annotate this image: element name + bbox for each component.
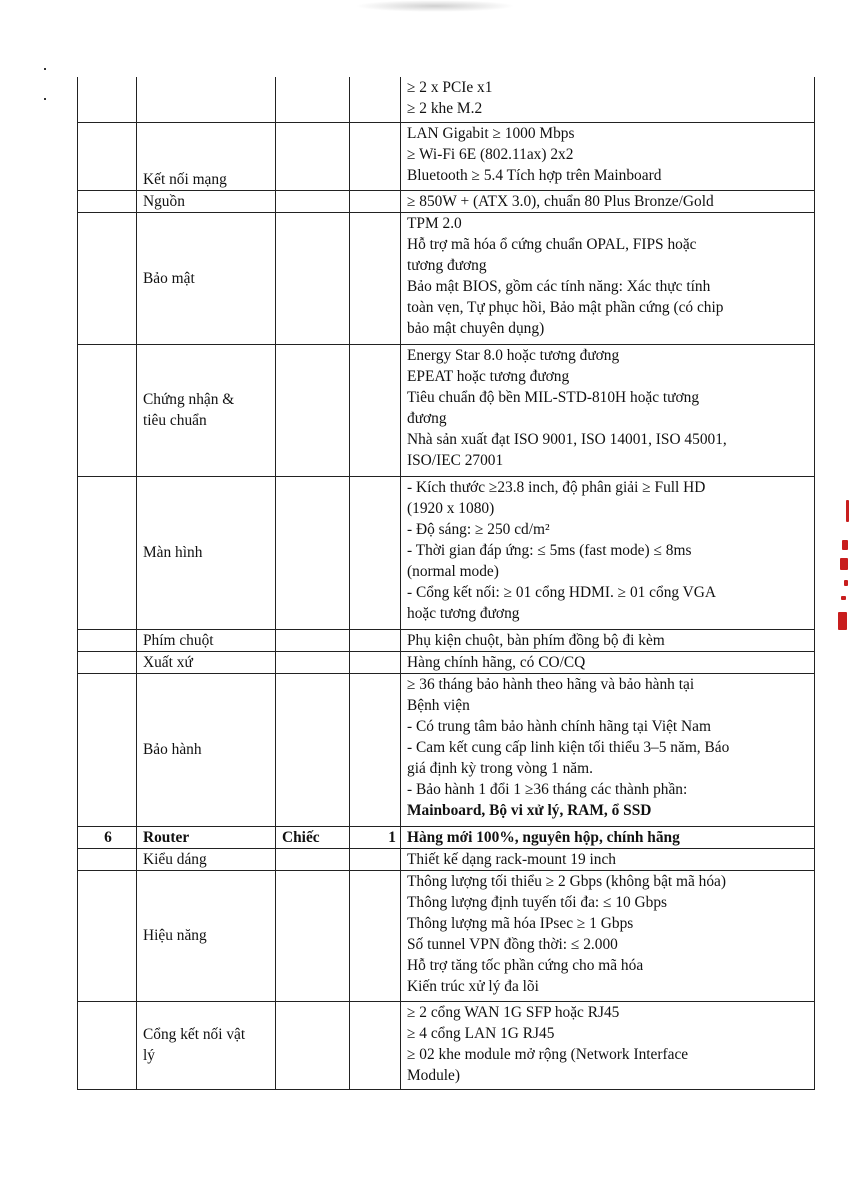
table-row (78, 848, 815, 870)
spec-line: bảo mật chuyên dụng) (407, 319, 545, 337)
spec-line: hoặc tương đương (407, 604, 520, 622)
spec-line: LAN Gigabit ≥ 1000 Mbps (407, 124, 575, 142)
spec-line: Thông lượng mã hóa IPsec ≥ 1 Gbps (407, 914, 634, 932)
table-row (78, 190, 815, 212)
spec-line: - Độ sáng: ≥ 250 cd/m² (407, 520, 550, 538)
row-label: Kiểu dáng (137, 848, 276, 870)
spec-line: Phụ kiện chuột, bàn phím đồng bộ đi kèm (407, 631, 665, 649)
spec-line: - Cổng kết nối: ≥ 01 cổng HDMI. ≥ 01 cổng VGA (407, 583, 717, 601)
spec-line: ≥ 850W + (ATX 3.0), chuẩn 80 Plus Bronze/Gold (407, 192, 714, 210)
table-row-item (78, 826, 815, 848)
spec-line: Thông lượng định tuyến tối đa: ≤ 10 Gbps (407, 893, 668, 911)
row-label (137, 344, 276, 476)
spec-line: toàn vẹn, Tự phục hồi, Bảo mật phần cứng (có chip (407, 298, 724, 316)
spec-line: Bảo mật BIOS, gồm các tính năng: Xác thực tính (407, 277, 711, 295)
spec-cell (401, 212, 815, 344)
spec-cell (401, 122, 815, 190)
spec-line: ≥ 36 tháng bảo hành theo hãng và bảo hành tại (407, 675, 695, 693)
spec-line: giá định kỳ trong vòng 1 năm. (407, 759, 593, 777)
row-label: Bảo mật (137, 212, 276, 344)
spec-line: ≥ 2 cổng WAN 1G SFP hoặc RJ45 (407, 1003, 620, 1021)
spec-line: - Kích thước ≥23.8 inch, độ phân giải ≥ Full HD (407, 478, 706, 496)
spec-line: - Cam kết cung cấp linh kiện tối thiểu 3–5 năm, Báo (407, 738, 730, 756)
spec-cell (401, 673, 815, 826)
row-label: Xuất xứ (137, 651, 276, 673)
spec-cell (401, 870, 815, 1001)
row-label: Bảo hành (137, 673, 276, 826)
spec-line: Thiết kế dạng rack-mount 19 inch (407, 850, 616, 868)
table-row (78, 673, 815, 826)
row-label: Nguồn (137, 190, 276, 212)
spec-line: Bệnh viện (407, 696, 470, 714)
spec-line: Hỗ trợ mã hóa ổ cứng chuẩn OPAL, FIPS hoặc (407, 235, 697, 253)
row-label-line: Chứng nhận & (143, 391, 235, 408)
row-label-line: tiêu chuẩn (143, 412, 207, 429)
row-label: Phím chuột (137, 629, 276, 651)
table-row (78, 476, 815, 629)
table-row (78, 870, 815, 1001)
table-row (78, 651, 815, 673)
spec-cell (401, 826, 815, 848)
item-number: 6 (78, 826, 137, 848)
row-label-line: Cổng kết nối vật (143, 1026, 246, 1043)
table-row (78, 629, 815, 651)
spec-line: (1920 x 1080) (407, 499, 495, 517)
table-row (78, 1001, 815, 1089)
spec-cell (401, 848, 815, 870)
spec-cell (401, 77, 815, 122)
spec-line: tương đương (407, 256, 487, 274)
row-label: Kết nối mạng (137, 122, 276, 190)
scan-artifact (355, 0, 515, 12)
spec-line: - Có trung tâm bảo hành chính hãng tại Việt Nam (407, 717, 711, 735)
spec-line: đương (407, 409, 447, 427)
table-row (78, 77, 815, 122)
spec-table (77, 77, 815, 1090)
spec-line: Energy Star 8.0 hoặc tương đương (407, 346, 620, 364)
row-label (137, 1001, 276, 1089)
item-name: Router (137, 826, 276, 848)
table-row (78, 344, 815, 476)
spec-line: Hỗ trợ tăng tốc phần cứng cho mã hóa (407, 956, 644, 974)
spec-line: Module) (407, 1066, 461, 1084)
spec-line: Hàng chính hãng, có CO/CQ (407, 653, 586, 671)
spec-line: ≥ 2 x PCIe x1 (407, 79, 493, 96)
row-label: Màn hình (137, 476, 276, 629)
spec-line: ≥ Wi-Fi 6E (802.11ax) 2x2 (407, 145, 574, 163)
scan-dot (44, 98, 46, 100)
spec-cell (401, 651, 815, 673)
spec-cell (401, 190, 815, 212)
spec-line: Kiến trúc xử lý đa lõi (407, 977, 539, 995)
row-label: Hiệu năng (137, 870, 276, 1001)
spec-line: ISO/IEC 27001 (407, 451, 504, 469)
item-unit: Chiếc (276, 826, 350, 848)
spec-line-bold: Hàng mới 100%, nguyên hộp, chính hãng (407, 828, 680, 846)
item-quantity: 1 (350, 826, 401, 848)
spec-line: TPM 2.0 (407, 214, 462, 232)
spec-line-bold: Mainboard, Bộ vi xử lý, RAM, ổ SSD (407, 801, 652, 819)
spec-line: Tiêu chuẩn độ bền MIL-STD-810H hoặc tương (407, 388, 700, 406)
spec-line: Số tunnel VPN đồng thời: ≤ 2.000 (407, 935, 618, 953)
spec-line: EPEAT hoặc tương đương (407, 367, 570, 385)
red-stamp-edge (838, 500, 852, 630)
spec-cell (401, 629, 815, 651)
spec-line: - Bảo hành 1 đổi 1 ≥36 tháng các thành phần: (407, 780, 688, 798)
spec-line: Bluetooth ≥ 5.4 Tích hợp trên Mainboard (407, 166, 662, 184)
table-row (78, 212, 815, 344)
spec-line: Nhà sản xuất đạt ISO 9001, ISO 14001, ISO 45001, (407, 430, 727, 448)
table-row (78, 122, 815, 190)
spec-line: ≥ 4 cổng LAN 1G RJ45 (407, 1024, 555, 1042)
spec-cell (401, 476, 815, 629)
spec-line: Thông lượng tối thiểu ≥ 2 Gbps (không bật mã hóa) (407, 872, 727, 890)
row-label-line: lý (143, 1047, 155, 1064)
spec-line: ≥ 2 khe M.2 (407, 100, 483, 117)
spec-cell (401, 344, 815, 476)
spec-line: - Thời gian đáp ứng: ≤ 5ms (fast mode) ≤ 8ms (407, 541, 692, 559)
scan-dot (44, 68, 46, 70)
spec-line: (normal mode) (407, 562, 499, 580)
spec-cell (401, 1001, 815, 1089)
spec-line: ≥ 02 khe module mở rộng (Network Interface (407, 1045, 689, 1063)
